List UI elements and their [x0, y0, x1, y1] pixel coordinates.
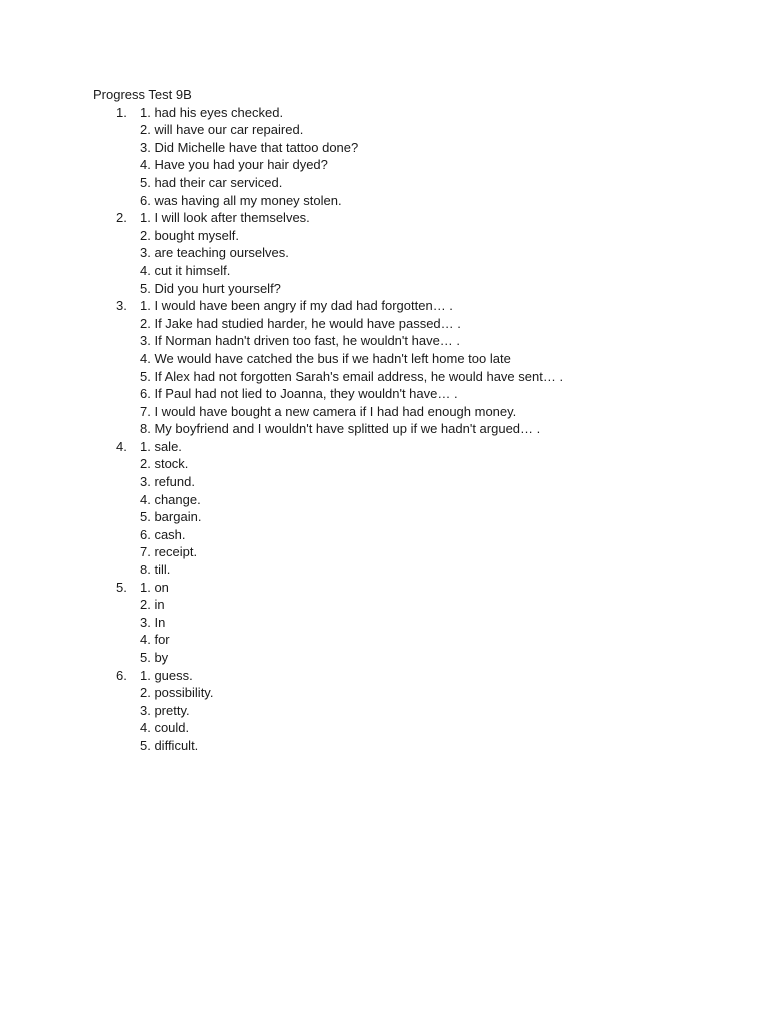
answer-item: 3. If Norman hadn't driven too fast, he wouldn't have… . — [140, 333, 461, 349]
answer-line — [0, 473, 768, 491]
answer-line — [0, 491, 768, 509]
answer-line — [0, 684, 768, 702]
answer-item: 6. If Paul had not lied to Joanna, they wouldn't have… . — [140, 386, 458, 402]
answer-item: 3. are teaching ourselves. — [140, 245, 289, 261]
answer-item: 2. in — [140, 597, 165, 613]
answer-item: 1. I would have been angry if my dad had forgotten… . — [140, 298, 453, 314]
answer-line — [0, 543, 768, 561]
answer-line — [0, 192, 768, 210]
answer-line — [0, 244, 768, 262]
answer-item: 4. change. — [140, 491, 201, 507]
answer-item: 4. could. — [140, 720, 190, 736]
answer-item: 4. Have you had your hair dyed? — [140, 157, 328, 173]
answer-line — [0, 174, 768, 192]
answer-line — [0, 702, 768, 720]
answer-line — [0, 385, 768, 403]
answer-line — [0, 262, 768, 280]
document-title: Progress Test 9B — [93, 87, 192, 102]
answer-line — [0, 350, 768, 368]
answer-item: 5. had their car serviced. — [140, 174, 283, 190]
answer-line — [0, 104, 768, 122]
answer-item: 2. will have our car repaired. — [140, 122, 304, 138]
answer-section-3 — [0, 297, 768, 438]
answer-item: 4. We would have catched the bus if we hadn't left home too late — [140, 350, 511, 366]
answer-line — [0, 719, 768, 737]
answer-item: 5. bargain. — [140, 509, 202, 525]
answer-section-6 — [0, 667, 768, 755]
answer-item: 4. cut it himself. — [140, 262, 231, 278]
answer-section-1 — [0, 104, 768, 210]
answer-line — [0, 139, 768, 157]
answer-item: 1. on — [140, 579, 169, 595]
answer-line — [0, 667, 768, 685]
answer-sections — [0, 104, 768, 755]
section-number: 5. — [116, 579, 127, 595]
answer-line — [0, 737, 768, 755]
answer-item: 8. My boyfriend and I wouldn't have splitted up if we hadn't argued… . — [140, 421, 541, 437]
answer-item: 3. pretty. — [140, 702, 190, 718]
answer-item: 5. If Alex had not forgotten Sarah's email address, he would have sent… . — [140, 368, 564, 384]
answer-section-2 — [0, 209, 768, 297]
answer-item: 4. for — [140, 632, 170, 648]
answer-line — [0, 332, 768, 350]
answer-item: 2. possibility. — [140, 685, 214, 701]
answer-line — [0, 579, 768, 597]
answer-line — [0, 420, 768, 438]
answer-item: 6. was having all my money stolen. — [140, 192, 342, 208]
answer-item: 1. guess. — [140, 667, 193, 683]
answer-item: 5. by — [140, 650, 169, 665]
answer-item: 1. I will look after themselves. — [140, 210, 310, 226]
answer-line — [0, 368, 768, 386]
answer-item: 3. refund. — [140, 474, 195, 490]
answer-line — [0, 209, 768, 227]
answer-line — [0, 280, 768, 298]
answer-line — [0, 297, 768, 315]
answer-line — [0, 156, 768, 174]
answer-item: 6. cash. — [140, 526, 186, 542]
answer-item: 3. Did Michelle have that tattoo done? — [140, 139, 359, 155]
answer-line — [0, 121, 768, 139]
answer-line — [0, 403, 768, 421]
answer-line — [0, 526, 768, 544]
section-number: 1. — [116, 104, 127, 120]
answer-line — [0, 227, 768, 245]
answer-line — [0, 508, 768, 526]
answer-item: 7. I would have bought a new camera if I had had enough money. — [140, 403, 517, 419]
answer-line — [0, 649, 768, 667]
answer-item: 2. bought myself. — [140, 227, 239, 243]
answer-line — [0, 315, 768, 333]
answer-line — [0, 596, 768, 614]
section-number: 6. — [116, 667, 127, 683]
answer-line — [0, 631, 768, 649]
section-number: 3. — [116, 298, 127, 314]
answer-item: 3. In — [140, 614, 166, 630]
answer-item: 5. Did you hurt yourself? — [140, 280, 281, 296]
answer-item: 7. receipt. — [140, 544, 198, 560]
answer-item: 8. till. — [140, 562, 171, 578]
answer-line — [0, 614, 768, 632]
answer-section-4 — [0, 438, 768, 579]
answer-item: 2. If Jake had studied harder, he would have passed… . — [140, 315, 461, 331]
answer-item: 2. stock. — [140, 456, 189, 472]
section-number: 4. — [116, 438, 127, 454]
answer-line — [0, 561, 768, 579]
answer-item: 1. had his eyes checked. — [140, 104, 284, 120]
answer-line — [0, 455, 768, 473]
answer-line — [0, 438, 768, 456]
section-number: 2. — [116, 210, 127, 226]
answer-item: 5. difficult. — [140, 737, 199, 753]
answer-item: 1. sale. — [140, 438, 182, 454]
answer-section-5 — [0, 579, 768, 667]
